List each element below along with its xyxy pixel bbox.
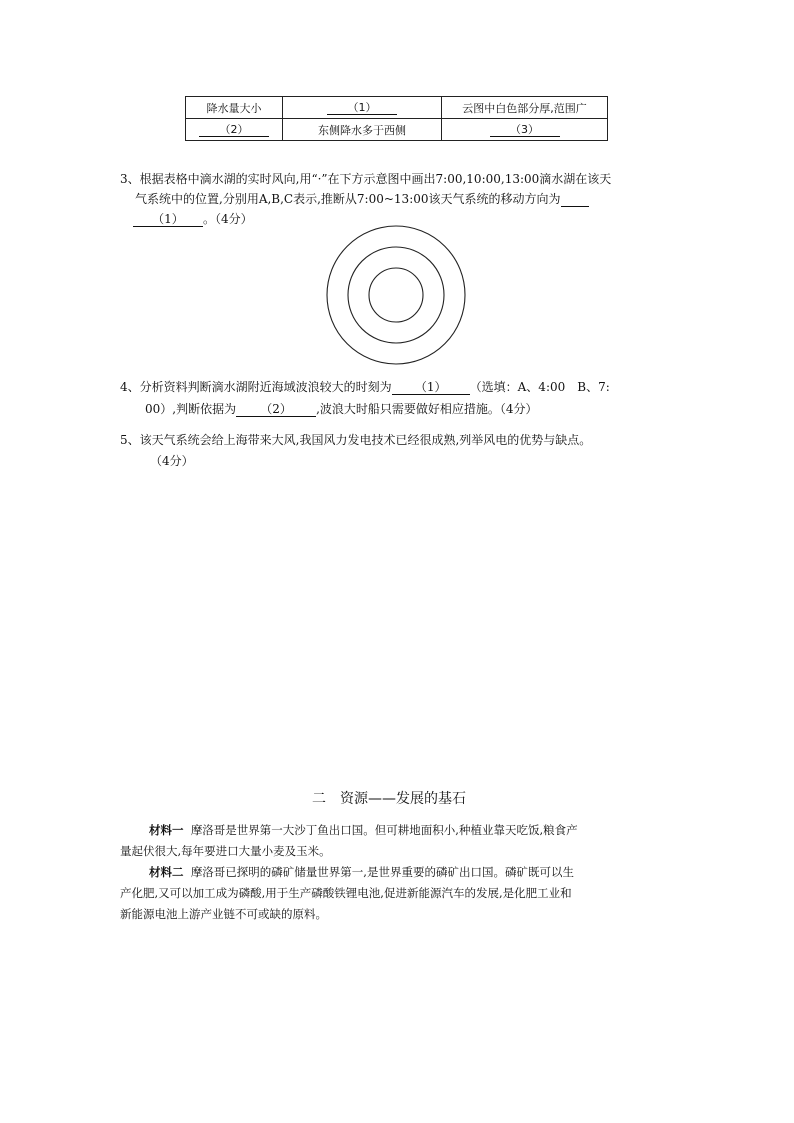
underline <box>561 192 589 207</box>
question-4-text: 4、分析资料判断滴水湖附近海域波浪较大的时刻为 <box>120 380 392 394</box>
material-1-line1 <box>149 819 578 841</box>
concentric-circle-diagram[interactable] <box>324 223 468 367</box>
answer-blank[interactable]: （3） <box>490 123 560 137</box>
question-3-line1: 3、根据表格中滴水湖的实时风向,用“·”在下方示意图中画出7:00,10:00,13:00滴水湖在该天 <box>120 172 612 186</box>
question-3-text-end: 。（4分） <box>203 212 253 226</box>
summary-table <box>185 96 608 141</box>
table-cell <box>442 119 608 141</box>
table-cell <box>186 119 283 141</box>
question-3-text: 气系统中的位置,分别用A,B,C表示,推断从7:00~13:00该天气系统的移动方向为 <box>135 192 561 206</box>
question-5-score: （4分） <box>150 454 194 468</box>
question-4-options: （选填：A、4:00 B、7: <box>469 380 610 394</box>
answer-blank[interactable]: （2） <box>199 123 269 137</box>
material-1-text: 摩洛哥是世界第一大沙丁鱼出口国。但可耕地面积小,种植业靠天吃饭,粮食产 <box>190 823 578 837</box>
table-cell: 云图中白色部分厚,范围广 <box>442 97 608 119</box>
question-4-text-end: ,波浪大时船只需要做好相应措施。（4分） <box>316 402 538 416</box>
material-2-text: 摩洛哥已探明的磷矿储量世界第一,是世界重要的磷矿出口国。磷矿既可以生 <box>190 865 574 879</box>
middle-isobar <box>348 247 444 343</box>
material-1-line2: 量起伏很大,每年要进口大量小麦及玉米。 <box>120 844 331 858</box>
material-1-label: 材料一 <box>149 823 184 837</box>
question-4-line1 <box>120 377 610 398</box>
section-heading: 二 资源——发展的基石 <box>312 791 466 807</box>
answer-blank[interactable]: （1） <box>133 212 203 227</box>
material-2-line2: 产化肥,又可以加工成为磷酸,用于生产磷酸铁锂电池,促进新能源汽车的发展,是化肥工业和 <box>120 886 572 900</box>
question-3-line3 <box>133 209 253 230</box>
answer-blank[interactable]: （1） <box>392 380 470 395</box>
table-cell: 降水量大小 <box>186 97 283 119</box>
material-2-label: 材料二 <box>149 865 184 879</box>
table-row <box>186 119 608 141</box>
answer-blank[interactable]: （2） <box>236 402 316 417</box>
table-cell: 东侧降水多于西侧 <box>283 119 442 141</box>
question-4-line2 <box>145 399 538 420</box>
material-2-line3: 新能源电池上游产业链不可或缺的原料。 <box>120 907 327 921</box>
table-row <box>186 97 608 119</box>
question-5-line1: 5、该天气系统会给上海带来大风,我国风力发电技术已经很成熟,列举风电的优势与缺点。 <box>120 433 592 447</box>
table-cell <box>283 97 442 119</box>
inner-isobar <box>369 268 423 322</box>
material-2-line1 <box>149 861 574 883</box>
answer-blank[interactable]: （1） <box>327 101 397 115</box>
question-3-line2 <box>135 189 589 210</box>
question-4-text: 00）,判断依据为 <box>145 402 237 416</box>
